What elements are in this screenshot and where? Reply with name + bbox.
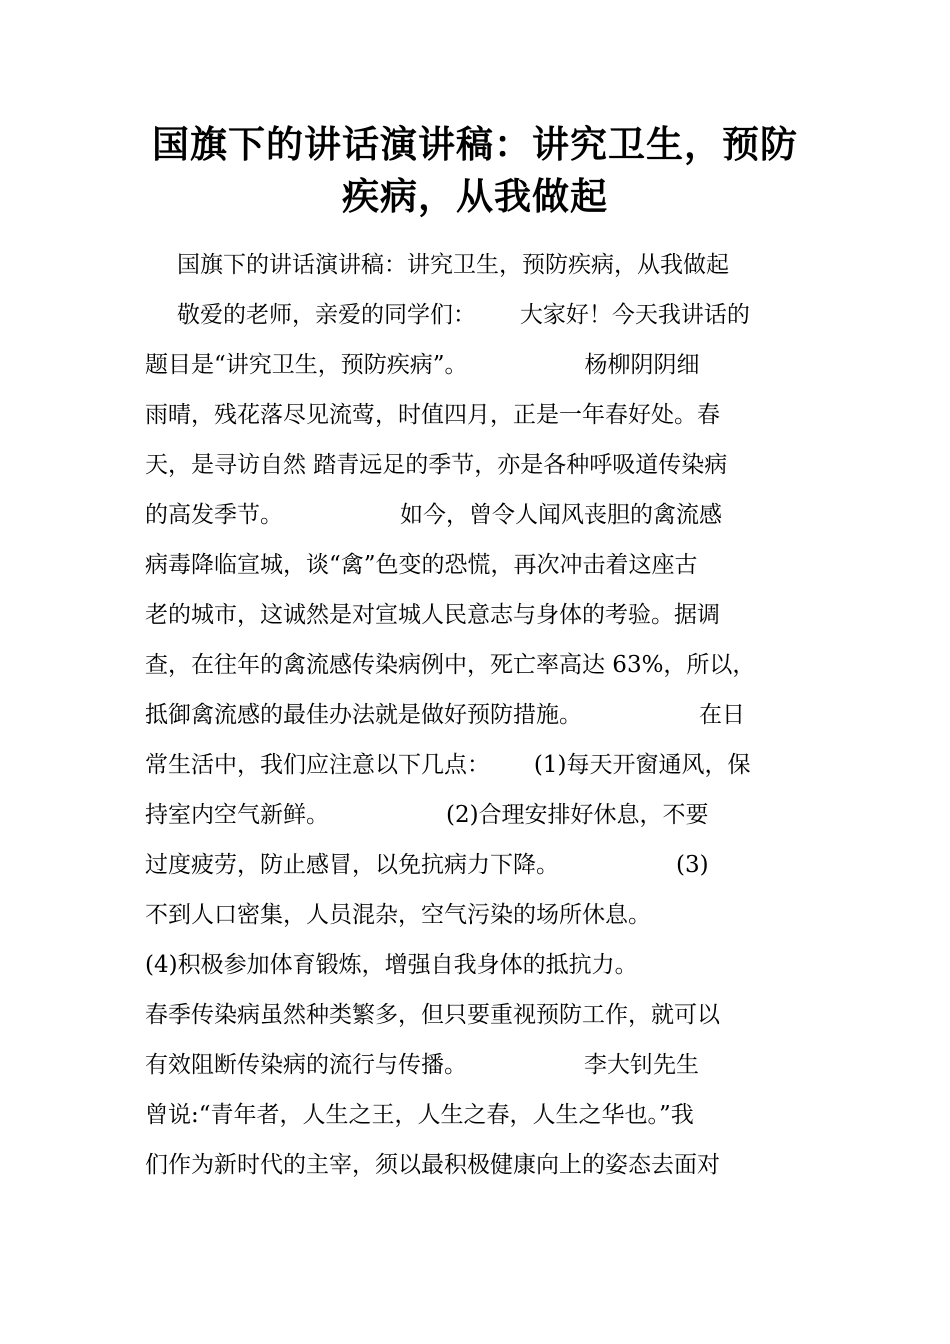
body-line: 抵御禽流感的最佳办法就是做好预防措施。 在日 (145, 702, 745, 728)
body-line: 常生活中，我们应注意以下几点： (1)每天开窗通风，保 (145, 752, 751, 778)
body-line: 持室内空气新鲜。 (2)合理安排好休息，不要 (145, 802, 709, 828)
body-line: 国旗下的讲话演讲稿：讲究卫生，预防疾病，从我做起 (177, 252, 729, 278)
body-line: (4)积极参加体育锻炼，增强自我身体的抵抗力。 (145, 952, 638, 978)
title-line-2: 疾病，从我做起 (342, 174, 608, 218)
body-line: 病毒降临宣城，谈“禽”色变的恐慌，再次冲击着这座古 (145, 552, 698, 578)
body-line: 题目是“讲究卫生，预防疾病”。 杨柳阴阴细 (145, 352, 700, 378)
body-line: 查，在往年的禽流感传染病例中，死亡率高达 63%，所以， (145, 652, 756, 678)
document-body (145, 240, 815, 1190)
body-line: 不到人口密集，人员混杂，空气污染的场所休息。 (145, 902, 651, 928)
body-line: 雨晴，残花落尽见流莺，时值四月，正是一年春好处。春 (145, 402, 720, 428)
body-line: 天，是寻访自然 踏青远足的季节，亦是各种呼吸道传染病 (145, 452, 728, 478)
document-title (140, 118, 810, 222)
body-line: 敬爱的老师，亲爱的同学们： 大家好！今天我讲话的 (177, 302, 750, 328)
body-line: 有效阻断传染病的流行与传播。 李大钊先生 (145, 1052, 699, 1078)
body-line: 们作为新时代的主宰，须以最积极健康向上的姿态去面对 (145, 1152, 720, 1178)
body-line: 过度疲劳，防止感冒，以免抗病力下降。 (3) (145, 852, 709, 878)
body-line: 春季传染病虽然种类繁多，但只要重视预防工作，就可以 (145, 1002, 720, 1028)
body-line: 曾说:“青年者，人生之王，人生之春，人生之华也。”我 (145, 1102, 694, 1128)
body-line: 老的城市，这诚然是对宣城人民意志与身体的考验。据调 (145, 602, 720, 628)
body-line: 的高发季节。 如今，曾令人闻风丧胆的禽流感 (145, 502, 722, 528)
title-line-1: 国旗下的讲话演讲稿：讲究卫生，预防 (152, 122, 798, 166)
